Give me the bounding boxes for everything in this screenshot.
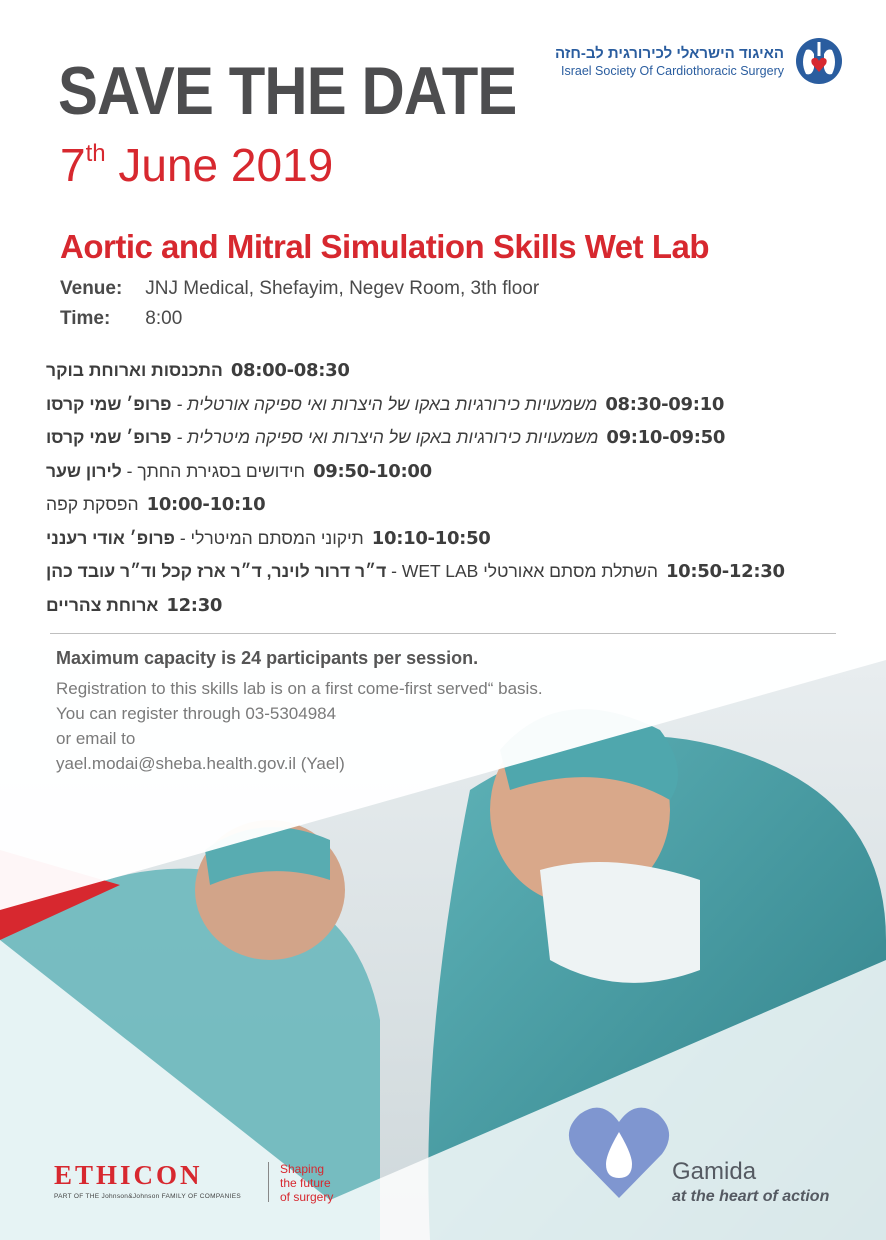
tagline-line: the future (280, 1176, 331, 1190)
tagline-line: of surgery (280, 1190, 334, 1204)
schedule-time: 08:00-08:30 (230, 360, 350, 381)
heart-lungs-icon (794, 36, 844, 86)
schedule-row (46, 427, 846, 461)
email-intro: or email to (56, 729, 136, 748)
date-month-year: June 2019 (118, 139, 334, 191)
event-date (60, 138, 333, 192)
schedule-desc: התכנסות וארוחת בוקר (46, 360, 223, 380)
venue-line (60, 278, 539, 300)
time-label: Time: (60, 308, 111, 329)
ethicon-logo (54, 1160, 241, 1200)
schedule-row (46, 561, 846, 595)
capacity-note: Maximum capacity is 24 participants per session. (56, 648, 479, 668)
time-value: 8:00 (145, 308, 183, 329)
schedule-speaker: ד״ר דרור לוינר, ד״ר ארז קכל וד״ר עובד כהן (46, 561, 387, 581)
schedule-speaker: פרופ׳ אודי רענני (46, 527, 175, 548)
schedule-desc (46, 394, 605, 415)
schedule-time: 10:00-10:10 (146, 494, 266, 515)
schedule-desc: הפסקת קפה (46, 494, 139, 514)
schedule (46, 360, 846, 628)
schedule-time: 12:30 (166, 594, 223, 616)
schedule-row (46, 360, 846, 394)
divider (50, 633, 836, 634)
schedule-desc (46, 461, 313, 482)
schedule-time: 10:50-12:30 (665, 561, 785, 582)
schedule-topic: חידושים בסגירת החתך - (121, 460, 306, 481)
schedule-speaker: פרופ׳ שמי קרסו (46, 427, 172, 447)
registration-note: Registration to this skills lab is on a first come-first served“ basis. (56, 679, 543, 698)
schedule-speaker: לירון שער (46, 460, 122, 481)
schedule-topic: השתלת מסתם אאורטלי WET LAB - (386, 561, 658, 581)
schedule-topic: תיקוני המסתם המיטרלי - (174, 527, 364, 548)
schedule-desc (46, 427, 606, 448)
schedule-time: 10:10-10:50 (371, 527, 491, 549)
schedule-desc (46, 528, 372, 549)
schedule-topic: משמעויות כירורגיות באקו של היצרות ואי ספיקה מיטרלית - (171, 427, 599, 447)
schedule-time: 08:30-09:10 (605, 393, 725, 415)
schedule-row (46, 394, 846, 428)
schedule-speaker: פרופ׳ שמי קרסו (46, 393, 172, 414)
register-email[interactable]: yael.modai@sheba.health.gov.il (Yael) (56, 754, 345, 773)
society-name-english: Israel Society Of Cardiothoracic Surgery (560, 63, 784, 78)
schedule-topic: משמעויות כירורגיות באקו של היצרות ואי ספיקה אורטלית - (171, 393, 598, 414)
tagline-line: Shaping (280, 1162, 325, 1176)
venue-label: Venue: (60, 278, 123, 299)
gamida-heart-icon (566, 1102, 672, 1202)
ethicon-wordmark: ETHICON (54, 1160, 203, 1190)
headline: SAVE THE DATE (58, 53, 517, 129)
ethicon-subline: PART OF THE Johnson&Johnson FAMILY OF COMPANIES (54, 1193, 242, 1200)
date-day: 7 (60, 139, 86, 191)
time-line (60, 308, 182, 330)
venue-value: JNJ Medical, Shefayim, Negev Room, 3th floor (145, 278, 540, 299)
schedule-time: 09:10-09:50 (606, 427, 726, 448)
register-phone: You can register through 03-5304984 (56, 704, 337, 723)
logo-separator (268, 1162, 269, 1202)
schedule-desc: ארוחת צהריים (46, 594, 159, 615)
gamida-logo (672, 1158, 829, 1206)
society-name-hebrew: האיגוד הישראלי לכירורגית לב-חזה (555, 44, 784, 62)
schedule-row (46, 494, 846, 528)
schedule-row (46, 461, 846, 495)
event-title: Aortic and Mitral Simulation Skills Wet Lab (60, 228, 709, 265)
ethicon-tagline (280, 1162, 333, 1204)
gamida-wordmark: Gamida (672, 1158, 757, 1185)
society-logo (555, 36, 844, 86)
date-suffix: th (85, 140, 106, 167)
gamida-tagline: at the heart of action (672, 1188, 830, 1205)
schedule-time: 09:50-10:00 (313, 460, 432, 482)
schedule-desc (46, 561, 666, 582)
schedule-row (46, 528, 846, 562)
schedule-row (46, 595, 846, 629)
